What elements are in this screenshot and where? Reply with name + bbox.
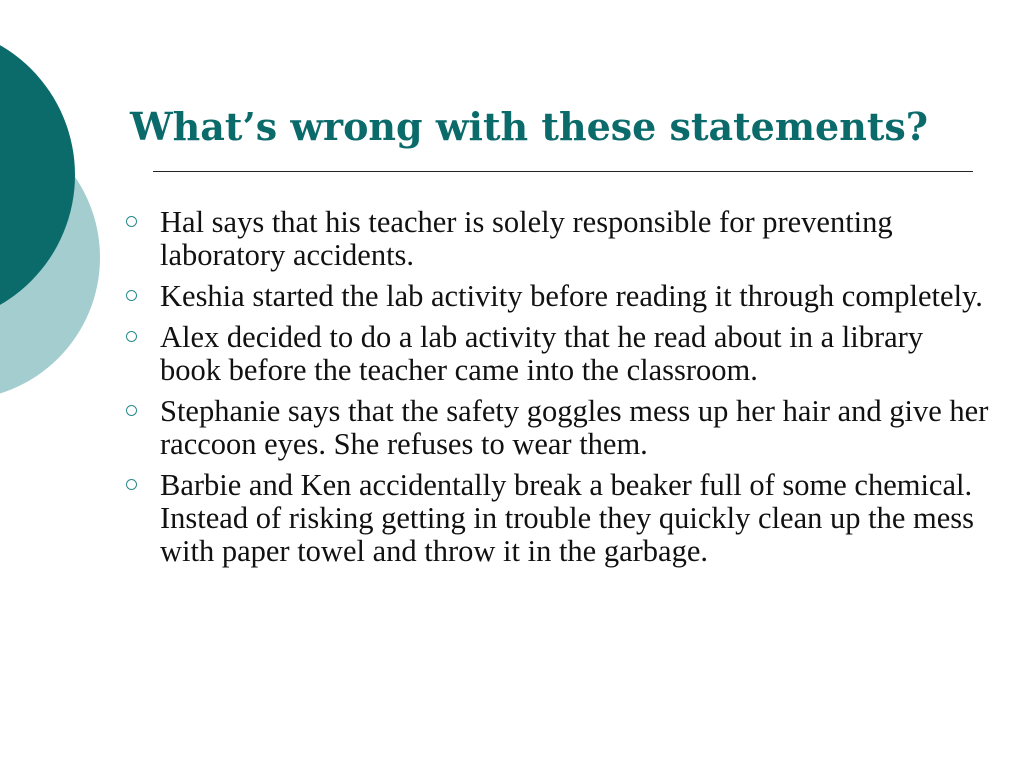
slide-title: What’s wrong with these statements?	[130, 104, 929, 149]
bullet-text: Barbie and Ken accidentally break a beaker full of some chemical. Instead of risking getting in trouble they quickly clean up the mess with paper towel and throw it in the garbage.	[160, 468, 974, 568]
bullet-item	[120, 280, 990, 313]
bullet-text: Keshia started the lab activity before reading it through completely.	[160, 279, 983, 313]
bullet-item	[120, 395, 990, 461]
bullet-text: Alex decided to do a lab activity that he read about in a library book before the teacher came into the classroom.	[160, 320, 924, 387]
bullet-item	[120, 321, 990, 387]
hollow-circle-icon	[126, 479, 137, 490]
bullet-list	[120, 206, 990, 576]
hollow-circle-icon	[126, 405, 137, 416]
bullet-item	[120, 469, 990, 568]
hollow-circle-icon	[126, 331, 137, 342]
bullet-text: Hal says that his teacher is solely responsible for preventing laboratory accidents.	[160, 205, 893, 272]
bullet-item	[120, 206, 990, 272]
hollow-circle-icon	[126, 216, 137, 227]
title-divider	[153, 171, 973, 172]
hollow-circle-icon	[126, 290, 137, 301]
bullet-text: Stephanie says that the safety goggles mess up her hair and give her raccoon eyes. She refuses to wear them.	[160, 394, 989, 461]
